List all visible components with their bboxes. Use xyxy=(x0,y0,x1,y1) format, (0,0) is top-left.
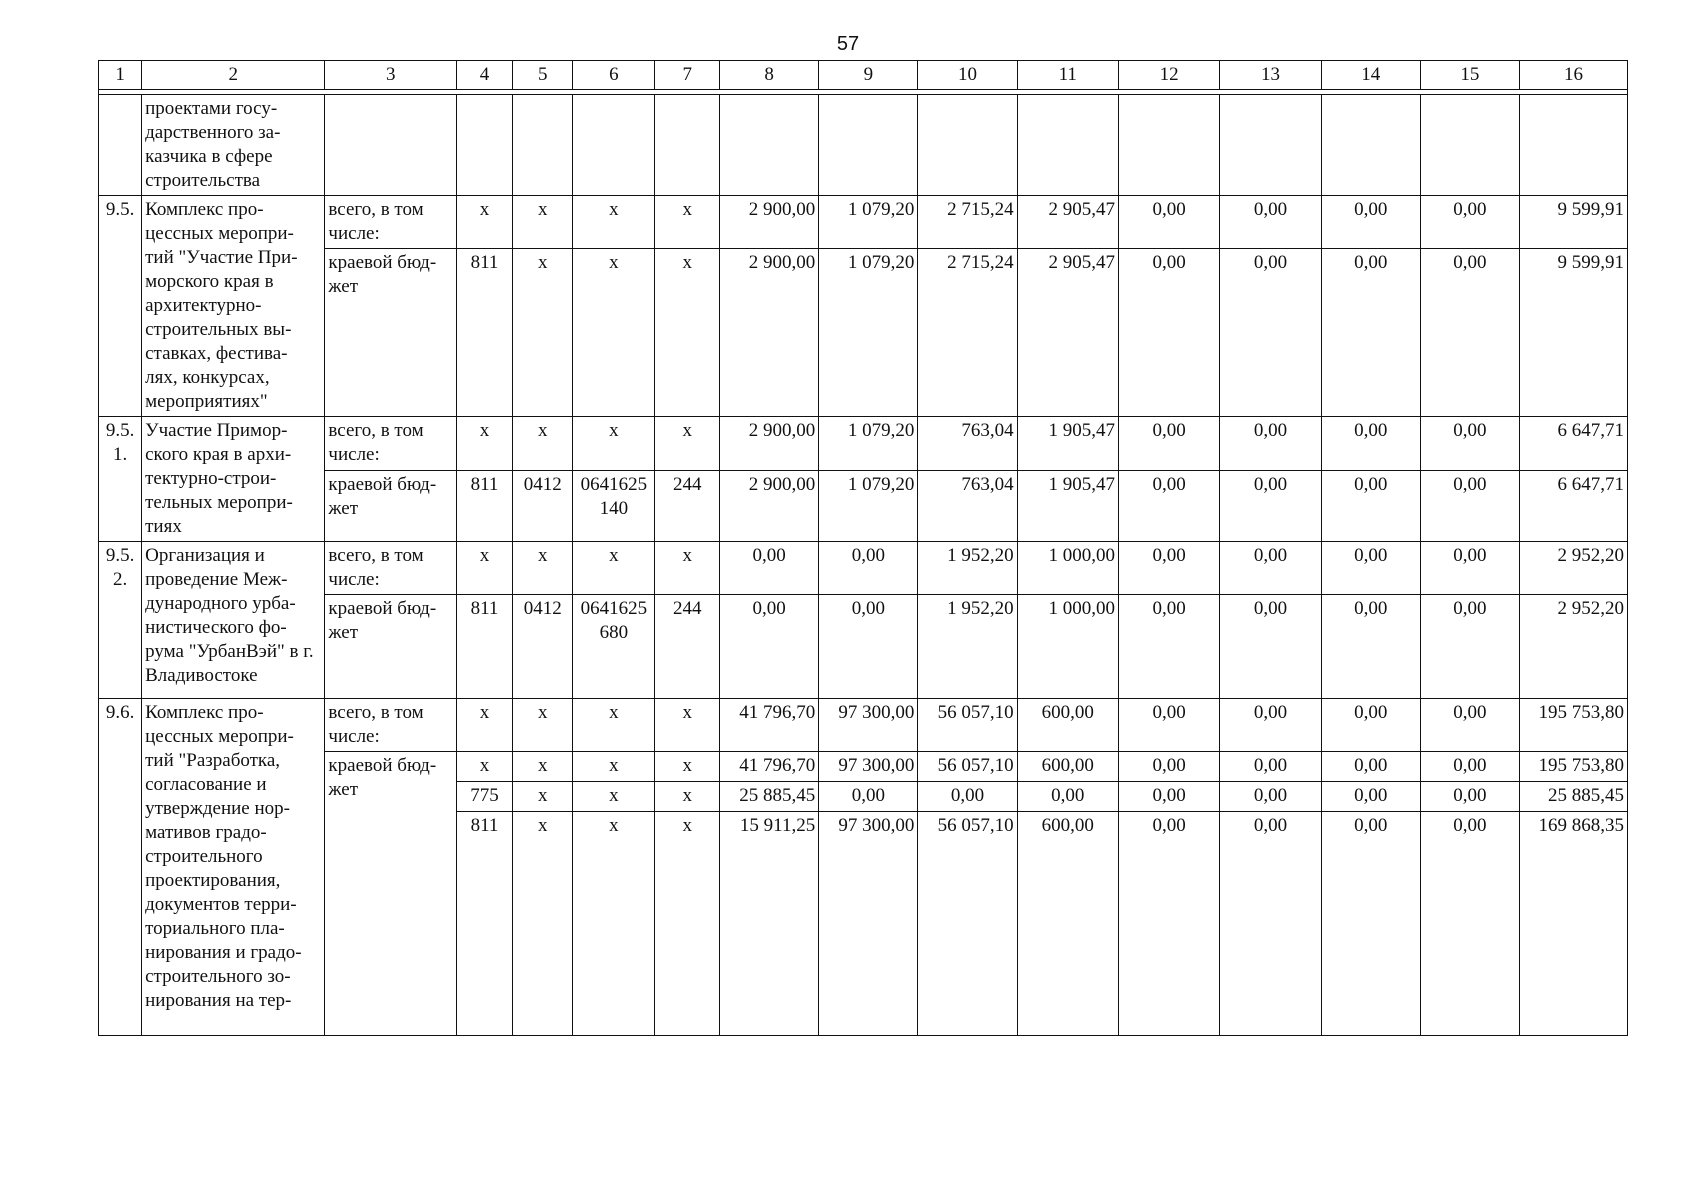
table-row xyxy=(99,470,1628,541)
cell-c15: 0,00 xyxy=(1420,249,1519,417)
cell-c7: x xyxy=(655,812,720,1036)
cell-c13: 0,00 xyxy=(1220,196,1321,249)
cell-c14: 0,00 xyxy=(1321,417,1420,471)
source-label: всего, в том числе: xyxy=(325,417,457,471)
cell-c4: x xyxy=(456,752,512,782)
item-number: 9.5. 2. xyxy=(99,542,142,699)
cell-c4: x xyxy=(456,699,512,752)
cell-c9: 1 079,20 xyxy=(819,249,918,417)
cell-c7: 244 xyxy=(655,470,720,541)
cell-c6: 0641625 140 xyxy=(573,470,655,541)
cell-c15: 0,00 xyxy=(1420,752,1519,782)
cell-c16: 6 647,71 xyxy=(1520,417,1628,471)
cell-c6: x xyxy=(573,752,655,782)
cell-c15: 0,00 xyxy=(1420,812,1519,1036)
cell-c15: 0,00 xyxy=(1420,699,1519,752)
header-cell: 2 xyxy=(142,61,325,90)
table-row xyxy=(99,196,1628,249)
item-name: Комплекс про- цессных меропри- тий "Разработка, согласование и утверждение нор- мативов градо- строительного проектирования, документов терри- ториального пла- нирования и градо- строительного зо- нирования на тер- xyxy=(142,699,325,1036)
header-cell: 6 xyxy=(573,61,655,90)
cell-c14: 0,00 xyxy=(1321,249,1420,417)
cell-c15: 0,00 xyxy=(1420,470,1519,541)
cell-c12: 0,00 xyxy=(1118,249,1219,417)
cell-c11: 600,00 xyxy=(1017,699,1118,752)
cell-c4: 811 xyxy=(456,595,512,699)
source-label: всего, в том числе: xyxy=(325,542,457,595)
cell-c9: 0,00 xyxy=(819,595,918,699)
cell-c7: x xyxy=(655,542,720,595)
cell-c8: 2 900,00 xyxy=(720,196,819,249)
cell-c8: 2 900,00 xyxy=(720,249,819,417)
cell-c10: 2 715,24 xyxy=(918,196,1017,249)
cell-c7: x xyxy=(655,699,720,752)
cell-c16: 6 647,71 xyxy=(1520,470,1628,541)
cell-c8: 0,00 xyxy=(720,595,819,699)
cell-c13: 0,00 xyxy=(1220,417,1321,471)
item-name: Организация и проведение Меж- дународного урба- нистического фо- рума "УрбанВэй" в г. Владивостоке xyxy=(142,542,325,699)
header-cell: 5 xyxy=(513,61,573,90)
cell-c5: x xyxy=(513,752,573,782)
cell-c16: 195 753,80 xyxy=(1520,699,1628,752)
cell-c9: 1 079,20 xyxy=(819,417,918,471)
cell-c10: 763,04 xyxy=(918,470,1017,541)
cell-c11: 600,00 xyxy=(1017,812,1118,1036)
cell-c5: x xyxy=(513,542,573,595)
item-number: 9.5. xyxy=(99,196,142,417)
cell-c14: 0,00 xyxy=(1321,542,1420,595)
cell-c15: 0,00 xyxy=(1420,417,1519,471)
cell-c14: 0,00 xyxy=(1321,595,1420,699)
cell-c16: 2 952,20 xyxy=(1520,595,1628,699)
cell-c6: x xyxy=(573,699,655,752)
cell-c14: 0,00 xyxy=(1321,196,1420,249)
cell-c6: 0641625 680 xyxy=(573,595,655,699)
source-label: всего, в том числе: xyxy=(325,196,457,249)
cell-c12: 0,00 xyxy=(1118,752,1219,782)
cell-c8: 41 796,70 xyxy=(720,752,819,782)
cell-c7: x xyxy=(655,249,720,417)
header-cell: 3 xyxy=(325,61,457,90)
table-row xyxy=(99,699,1628,752)
cell-c5: x xyxy=(513,699,573,752)
cell-c4: x xyxy=(456,417,512,471)
cell-c14: 0,00 xyxy=(1321,752,1420,782)
cell-c16: 25 885,45 xyxy=(1520,782,1628,812)
cell-c5: 0412 xyxy=(513,470,573,541)
cell-c6: x xyxy=(573,249,655,417)
cell-c9: 0,00 xyxy=(819,782,918,812)
table-row xyxy=(99,417,1628,471)
cell-c4: 775 xyxy=(456,782,512,812)
header-cell: 8 xyxy=(720,61,819,90)
cell-c10: 1 952,20 xyxy=(918,542,1017,595)
cell-c9: 1 079,20 xyxy=(819,470,918,541)
cell-c16: 195 753,80 xyxy=(1520,752,1628,782)
cell-c5: x xyxy=(513,417,573,471)
cell-c11: 600,00 xyxy=(1017,752,1118,782)
cell-c10: 0,00 xyxy=(918,782,1017,812)
header-cell: 4 xyxy=(456,61,512,90)
cell-c5: x xyxy=(513,196,573,249)
cell-c10: 763,04 xyxy=(918,417,1017,471)
cell-c7: x xyxy=(655,782,720,812)
cell-c7: 244 xyxy=(655,595,720,699)
cell-c5: x xyxy=(513,782,573,812)
cell-c8: 2 900,00 xyxy=(720,417,819,471)
source-label: краевой бюд- жет xyxy=(325,595,457,699)
header-cell: 1 xyxy=(99,61,142,90)
item-name: Комплекс про- цессных меропри- тий "Участие При- морского края в архитектурно- строительных вы- ставках, фестива- лях, конкурсах, мероприятиях" xyxy=(142,196,325,417)
cell-c4: x xyxy=(456,542,512,595)
item-name: проектами госу- дарственного за- казчика в сфере строительства xyxy=(142,95,325,196)
cell-c12: 0,00 xyxy=(1118,699,1219,752)
source-label: краевой бюд- жет xyxy=(325,249,457,417)
cell-c13: 0,00 xyxy=(1220,699,1321,752)
cell-c4: x xyxy=(456,196,512,249)
cell-c5: x xyxy=(513,812,573,1036)
cell-c11: 1 000,00 xyxy=(1017,595,1118,699)
cell-c5: 0412 xyxy=(513,595,573,699)
cell-c12: 0,00 xyxy=(1118,196,1219,249)
cell-c15: 0,00 xyxy=(1420,542,1519,595)
cell-c14: 0,00 xyxy=(1321,699,1420,752)
cell-c11: 1 905,47 xyxy=(1017,417,1118,471)
cell-c14: 0,00 xyxy=(1321,782,1420,812)
cell-c11: 1 000,00 xyxy=(1017,542,1118,595)
cell-c12: 0,00 xyxy=(1118,595,1219,699)
cell-c12: 0,00 xyxy=(1118,782,1219,812)
cell-c6: x xyxy=(573,417,655,471)
item-number: 9.6. xyxy=(99,699,142,1036)
cell-c10: 56 057,10 xyxy=(918,752,1017,782)
cell-c10: 56 057,10 xyxy=(918,812,1017,1036)
header-cell: 7 xyxy=(655,61,720,90)
cell-c6: x xyxy=(573,782,655,812)
cell-c8: 2 900,00 xyxy=(720,470,819,541)
cell-c12: 0,00 xyxy=(1118,470,1219,541)
cell-c9: 1 079,20 xyxy=(819,196,918,249)
cell-c4: 811 xyxy=(456,812,512,1036)
cell-c12: 0,00 xyxy=(1118,542,1219,595)
cell-c8: 15 911,25 xyxy=(720,812,819,1036)
cell-c13: 0,00 xyxy=(1220,782,1321,812)
cell-c9: 97 300,00 xyxy=(819,699,918,752)
header-cell: 10 xyxy=(918,61,1017,90)
header-cell: 16 xyxy=(1520,61,1628,90)
cell-c10: 2 715,24 xyxy=(918,249,1017,417)
header-cell: 15 xyxy=(1420,61,1519,90)
item-number: 9.5. 1. xyxy=(99,417,142,542)
header-cell: 11 xyxy=(1017,61,1118,90)
cell-c14: 0,00 xyxy=(1321,812,1420,1036)
cell-c13: 0,00 xyxy=(1220,249,1321,417)
cell-c13: 0,00 xyxy=(1220,542,1321,595)
cell-c13: 0,00 xyxy=(1220,595,1321,699)
source-label: всего, в том числе: xyxy=(325,699,457,752)
cell-c8: 0,00 xyxy=(720,542,819,595)
cell-c16: 2 952,20 xyxy=(1520,542,1628,595)
source-label: краевой бюд- жет xyxy=(325,752,457,1036)
cell-c9: 97 300,00 xyxy=(819,812,918,1036)
cell-c9: 97 300,00 xyxy=(819,752,918,782)
cell-c7: x xyxy=(655,752,720,782)
cell-c12: 0,00 xyxy=(1118,812,1219,1036)
table-row xyxy=(99,249,1628,417)
cell-c4: 811 xyxy=(456,470,512,541)
table-row xyxy=(99,752,1628,782)
cell-c13: 0,00 xyxy=(1220,812,1321,1036)
header-cell: 9 xyxy=(819,61,918,90)
header-cell: 14 xyxy=(1321,61,1420,90)
cell-c14: 0,00 xyxy=(1321,470,1420,541)
cell-c8: 25 885,45 xyxy=(720,782,819,812)
cell-c7: x xyxy=(655,417,720,471)
page-number: 57 xyxy=(836,33,860,55)
cell-c6: x xyxy=(573,812,655,1036)
budget-table xyxy=(98,60,1628,1036)
cell-c10: 56 057,10 xyxy=(918,699,1017,752)
item-name: Участие Примор- ского края в архи- тектурно-строи- тельных меропри- тиях xyxy=(142,417,325,542)
cell-c13: 0,00 xyxy=(1220,752,1321,782)
cell-c16: 9 599,91 xyxy=(1520,249,1628,417)
cell-c16: 9 599,91 xyxy=(1520,196,1628,249)
source-label: краевой бюд- жет xyxy=(325,470,457,541)
cell-c6: x xyxy=(573,542,655,595)
cell-c9: 0,00 xyxy=(819,542,918,595)
cell-c16: 169 868,35 xyxy=(1520,812,1628,1036)
cell-c11: 2 905,47 xyxy=(1017,249,1118,417)
cell-c4: 811 xyxy=(456,249,512,417)
table-row xyxy=(99,542,1628,595)
cell-c11: 0,00 xyxy=(1017,782,1118,812)
cell-c5: x xyxy=(513,249,573,417)
header-cell: 13 xyxy=(1220,61,1321,90)
header-row xyxy=(99,61,1628,90)
cell-c12: 0,00 xyxy=(1118,417,1219,471)
table-row xyxy=(99,595,1628,699)
cell-c6: x xyxy=(573,196,655,249)
cell-c13: 0,00 xyxy=(1220,470,1321,541)
cell-c8: 41 796,70 xyxy=(720,699,819,752)
header-cell: 12 xyxy=(1118,61,1219,90)
cell-c15: 0,00 xyxy=(1420,782,1519,812)
table-row xyxy=(99,95,1628,196)
cell-c15: 0,00 xyxy=(1420,595,1519,699)
cell-c10: 1 952,20 xyxy=(918,595,1017,699)
cell-c7: x xyxy=(655,196,720,249)
cell-c11: 1 905,47 xyxy=(1017,470,1118,541)
cell-c15: 0,00 xyxy=(1420,196,1519,249)
cell-c11: 2 905,47 xyxy=(1017,196,1118,249)
